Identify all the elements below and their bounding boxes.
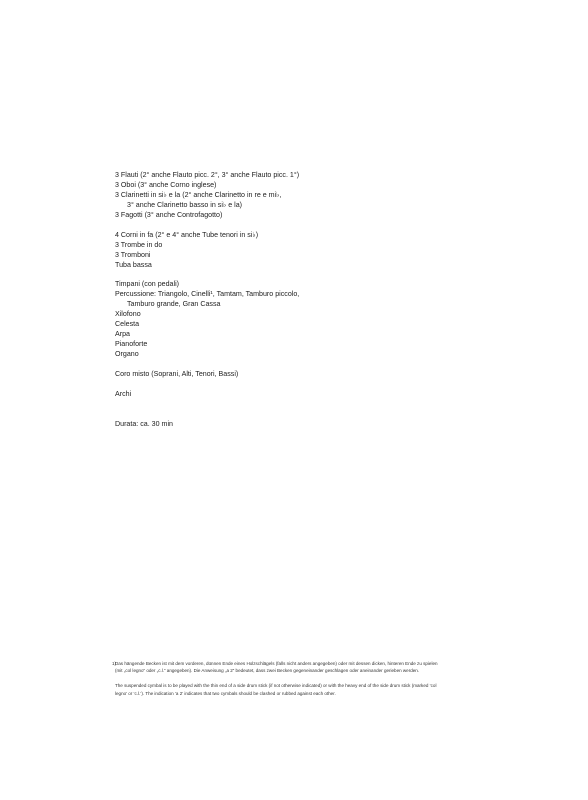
instrument-line: 3 Trombe in do — [115, 240, 163, 249]
brass-group — [115, 231, 299, 271]
choir-line: Coro misto (Soprani, Alti, Tenori, Bassi) — [115, 370, 239, 379]
instrument-line: 3 Tromboni — [115, 250, 151, 259]
instrument-line: Percussione: Triangolo, Cinelli¹, Tamtam, Tamburo piccolo, — [115, 290, 300, 299]
instrument-line: Organo — [115, 350, 139, 359]
group-spacer — [115, 400, 299, 410]
instrument-line: Celesta — [115, 320, 140, 329]
instrument-line: 3 Oboi (3° anche Corno inglese) — [115, 180, 217, 189]
instrument-line-continued: Tamburo grande, Gran Cassa — [127, 300, 221, 309]
instrument-line: 3 Clarinetti in si♭ e la (2° anche Clarinetto in re e mi♭, — [115, 190, 282, 199]
group-spacer — [115, 360, 299, 370]
instrument-line: 3 Fagotti (3° anche Controfagotto) — [115, 210, 223, 219]
strings-line: Archi — [115, 389, 132, 398]
instrument-line: Arpa — [115, 330, 130, 339]
footnote-english: The suspended cymbal is to be played with the thin end of a side drum stick (if not otherwise indicated) or with the heavy end of the side drum stick (marked ‘col legno’ or ‘c.l.’). The indication ‘a 2’ indicates that two cymbals should be clashed or rubbed against each other. — [115, 683, 437, 696]
percussion-keys-group — [115, 280, 299, 360]
group-spacer — [115, 271, 299, 281]
group-spacer — [115, 380, 299, 390]
instrument-line: Xilofono — [115, 310, 141, 319]
instrument-line: Tuba bassa — [115, 260, 152, 269]
instrument-line: 3 Flauti (2° anche Flauto picc. 2°, 3° anche Flauto picc. 1°) — [115, 171, 300, 179]
group-spacer — [115, 221, 299, 231]
instrumentation-list — [115, 171, 299, 430]
instrument-line-continued: 3° anche Clarinetto basso in si♭ e la) — [127, 200, 243, 209]
footnote — [112, 660, 445, 697]
instrument-line: Timpani (con pedali) — [115, 280, 180, 289]
instrument-line: 4 Corni in fa (2° e 4° anche Tube tenori in si♭) — [115, 230, 259, 239]
woodwinds-group — [115, 171, 299, 221]
footnote-number: 1) — [112, 661, 117, 666]
instrument-line: Pianoforte — [115, 340, 148, 349]
footnote-german: Das hängende Becken ist mit dem vorderen, dünnen Ende eines Holzschlägels (falls nicht anders angegeben) oder mit dessen dicken, hinteren Ende zu spielen (mit „col legno“ oder „c.l.“ angegeben). Die Anweisung „a 2“ bedeutet, dass zwei Becken gegeneinander geschlagen oder aneinander gerieben werden. — [115, 661, 438, 674]
group-spacer — [115, 410, 299, 420]
duration-line: Durata: ca. 30 min — [115, 419, 173, 428]
